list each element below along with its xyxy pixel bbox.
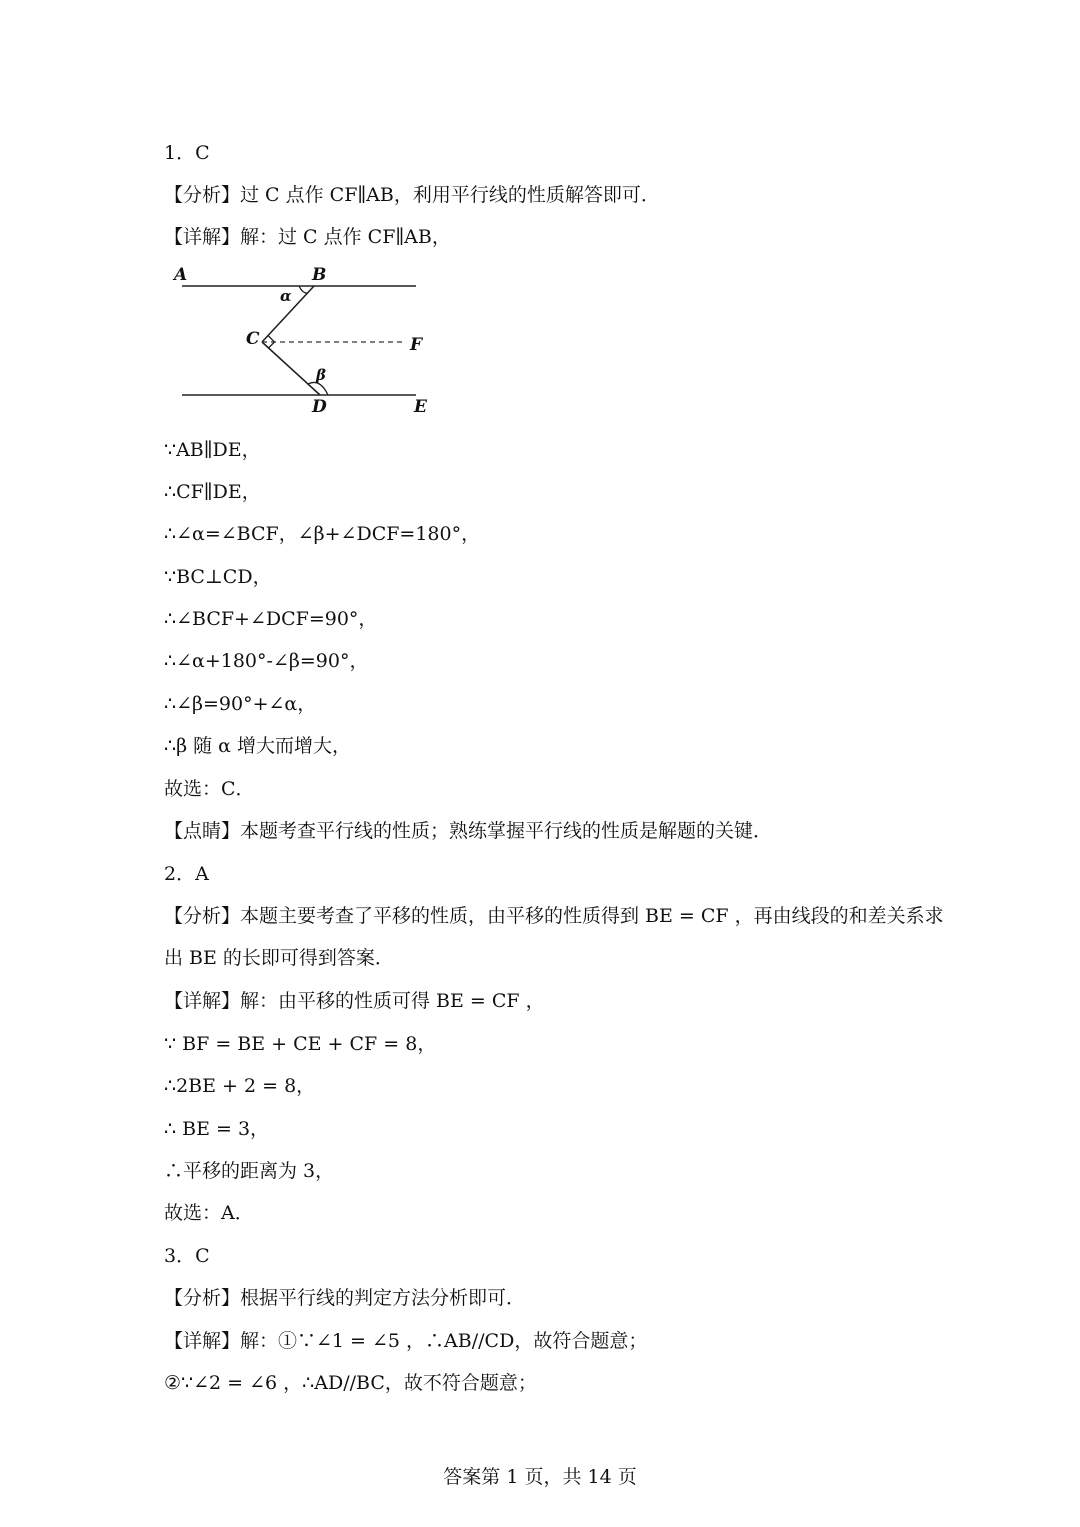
label-f: F <box>410 335 423 355</box>
page-footer: 答案第 1 页，共 14 页 <box>443 1466 637 1488</box>
label-c: C <box>246 329 260 349</box>
step-cf-parallel-de: ∴CF∥DE， <box>164 481 261 503</box>
label-a: A <box>174 265 188 285</box>
answer-2-step-bf: ∵ BF = BE + CE + CF = 8， <box>164 1033 437 1055</box>
step-sum-90: ∴∠BCF+∠DCF=90°， <box>164 608 378 630</box>
step-beta-expression: ∴∠β=90°+∠α， <box>164 693 317 715</box>
segment-cd <box>262 342 320 395</box>
parallel-lines-diagram <box>170 258 440 418</box>
answer-3-detail-2: ②∵∠2 = ∠6 ，∴AD//BC，故不符合题意； <box>164 1372 537 1394</box>
alpha-arc <box>299 286 308 293</box>
answer-3-detail-1: 【详解】解：①∵∠1 = ∠5 ，∴AB//CD，故符合题意； <box>164 1330 648 1352</box>
step-ab-parallel-de: ∵AB∥DE， <box>164 439 261 461</box>
label-d: D <box>312 397 327 417</box>
label-e: E <box>414 397 427 417</box>
answer-1-choice: 故选：C． <box>164 778 255 800</box>
answer-2-analysis-cont: 出 BE 的长即可得到答案． <box>164 947 394 969</box>
answer-1-detail-intro: 【详解】解：过 C 点作 CF∥AB， <box>164 226 451 248</box>
label-beta: β <box>316 366 326 384</box>
step-substitute: ∴∠α+180°-∠β=90°， <box>164 650 369 672</box>
answer-2-choice: 故选：A． <box>164 1202 254 1224</box>
step-conclusion: ∴β 随 α 增大而增大， <box>164 735 352 757</box>
label-alpha: α <box>280 287 292 305</box>
answer-2-step-be: ∴ BE = 3， <box>164 1118 270 1140</box>
answer-2-analysis: 【分析】本题主要考查了平移的性质，由平移的性质得到 BE = CF ，再由线段的和差关系求 <box>164 905 944 927</box>
answer-3-heading: 3．C <box>164 1245 210 1267</box>
answer-2-step-2be: ∴2BE + 2 = 8， <box>164 1075 316 1097</box>
step-angle-relations: ∴∠α=∠BCF，∠β+∠DCF=180°， <box>164 523 481 545</box>
answer-2-distance: ∴平移的距离为 3， <box>164 1160 335 1182</box>
answer-1-comment: 【点睛】本题考查平行线的性质；熟练掌握平行线的性质是解题的关键． <box>164 820 773 842</box>
answer-2-heading: 2．A <box>164 863 209 885</box>
answer-1-analysis: 【分析】过 C 点作 CF∥AB，利用平行线的性质解答即可． <box>164 184 660 206</box>
answer-3-analysis: 【分析】根据平行线的判定方法分析即可． <box>164 1287 526 1309</box>
answer-2-detail-intro: 【详解】解：由平移的性质可得 BE = CF ， <box>164 990 545 1012</box>
step-bc-perp-cd: ∵BC⊥CD， <box>164 566 272 588</box>
answer-1-heading: 1．C <box>164 142 210 164</box>
label-b: B <box>312 265 327 285</box>
